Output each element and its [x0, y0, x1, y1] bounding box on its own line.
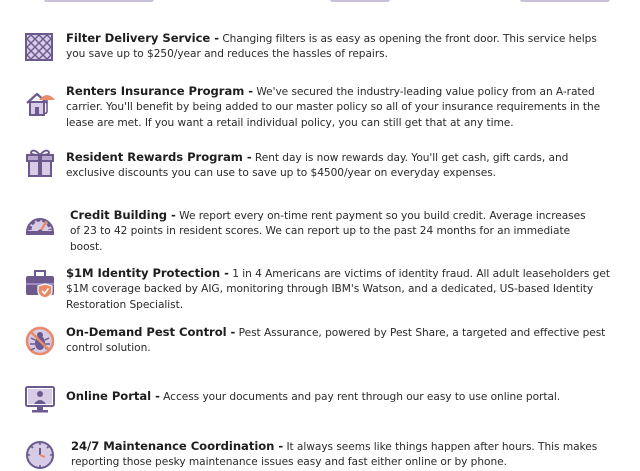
item-title: Resident Rewards Program - [66, 150, 252, 164]
item-title: 24/7 Maintenance Coordination - [71, 439, 284, 453]
item-body: Pest Assurance, powered by Pest Share, a targeted and effective pest control solution. [66, 327, 606, 355]
item-body: We report every on-time rent payment so you build credit. Average increases of 23 to 42 points in resident scores. We can report up to the past 24 months for an immediate boost. [70, 210, 586, 253]
item-title: Online Portal - [66, 389, 160, 403]
item-body: It always seems like things happen after hours. This makes reporting those pesky maintenance issues easy and fast either online or by phone. [71, 441, 598, 469]
item-title: Credit Building - [70, 208, 176, 222]
item-body: Access your documents and pay rent through our easy to use online portal. [163, 391, 561, 403]
item-body: Changing filters is as easy as opening the front door. This service helps you save up to $250/year and reduces the hassles of repairs. [66, 33, 597, 61]
item-title: Renters Insurance Program - [66, 84, 253, 98]
item-body: 1 in 4 Americans are victims of identity fraud. All adult leaseholders get $1M coverage backed by AIG, monitoring through IBM's Watson, and a dedicated, US-based Identity Restoration Specialist. [66, 268, 610, 311]
clock-24-7-icon [24, 439, 56, 471]
item-title: $1M Identity Protection - [66, 266, 229, 280]
item-title: On-Demand Pest Control - [66, 325, 236, 339]
item-description [71, 439, 611, 471]
item-body: Rent day is now rewards day. You'll get cash, gift cards, and exclusive discounts you can use to save up to $4500/year on everyday expenses. [66, 152, 569, 180]
item-body: We've secured the industry-leading value policy from an A-rated carrier. You'll benefit by being added to our master policy so all of your insurance requirements in the lease are met. If you want a retail individual policy, you can still get that at any time. [66, 86, 601, 129]
item-title: Filter Delivery Service - [66, 31, 219, 45]
